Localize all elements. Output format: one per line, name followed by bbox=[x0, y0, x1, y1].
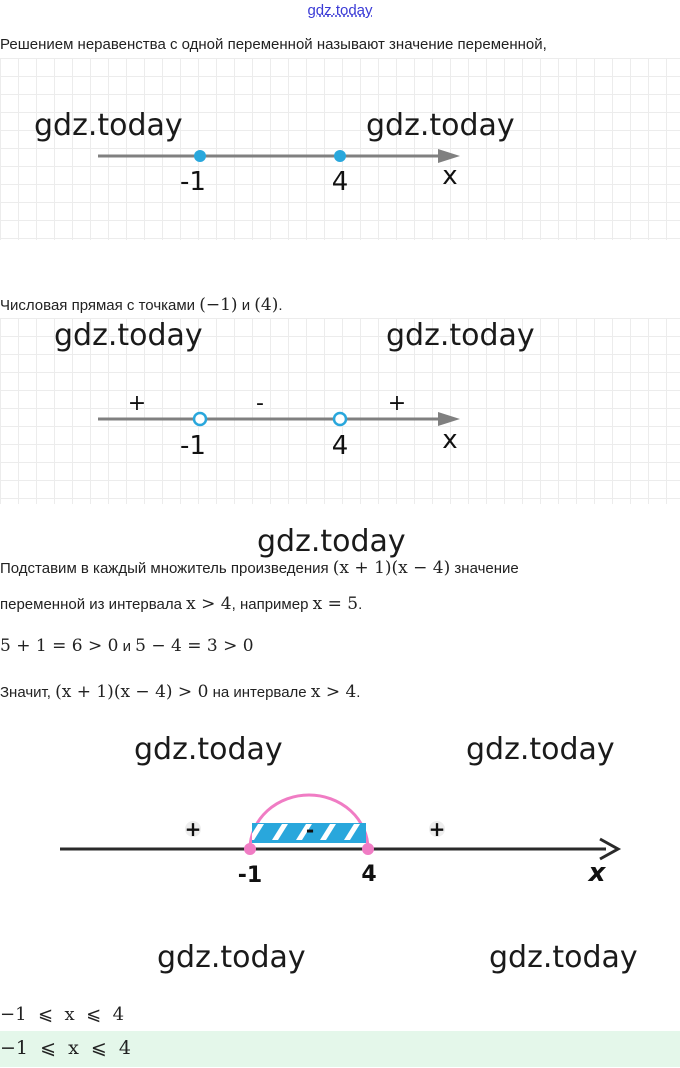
label-minus-1: -1 bbox=[180, 167, 206, 197]
open-point-minus-1 bbox=[194, 413, 206, 425]
open-point-4 bbox=[334, 413, 346, 425]
sign-minus: - bbox=[305, 818, 315, 842]
figure-number-line-signs bbox=[0, 318, 680, 504]
sign-plus-right: + bbox=[428, 817, 446, 841]
point-4 bbox=[334, 150, 346, 162]
closed-point-4 bbox=[362, 843, 374, 855]
label-4: 4 bbox=[331, 167, 349, 197]
answer-box bbox=[0, 1031, 680, 1067]
watermark: gdz.today bbox=[54, 318, 203, 353]
watermark: gdz.today bbox=[366, 108, 515, 143]
sign-plus-right: + bbox=[387, 391, 407, 416]
watermark: gdz.today bbox=[489, 940, 638, 975]
watermark: gdz.today bbox=[157, 940, 306, 975]
label-4: 4 bbox=[331, 431, 349, 461]
number-line-solution bbox=[0, 780, 680, 900]
sign-plus-left: + bbox=[184, 817, 202, 841]
substitution-line-2: переменной из интервала x > 4, например x = 5. bbox=[0, 594, 363, 614]
watermark: gdz.today bbox=[386, 318, 535, 353]
sign-minus: - bbox=[256, 391, 264, 416]
axis-arrow bbox=[438, 412, 460, 426]
calculation-line: 5 + 1 = 6 > 0 и 5 − 4 = 3 > 0 bbox=[0, 636, 254, 656]
watermark: gdz.today bbox=[134, 732, 283, 767]
label-minus-1: -1 bbox=[237, 863, 263, 888]
watermark: gdz.today bbox=[466, 732, 615, 767]
solution-inequality: −1 ⩽ x ⩽ 4 bbox=[0, 1004, 125, 1025]
point-minus-1 bbox=[194, 150, 206, 162]
label-4: 4 bbox=[361, 862, 377, 887]
substitution-line-1: Подставим в каждый множитель произведения (x + 1)(x − 4) значение bbox=[0, 558, 519, 578]
number-line-2 bbox=[0, 318, 680, 504]
number-line-1 bbox=[0, 58, 680, 240]
caption-number-line: Числовая прямая с точками (−1) и (4). bbox=[0, 295, 283, 315]
conclusion-line: Значит, (x + 1)(x − 4) > 0 на интервале x > 4. bbox=[0, 682, 361, 702]
closed-point-minus-1 bbox=[244, 843, 256, 855]
figure-number-line-points bbox=[0, 58, 680, 240]
watermark: gdz.today bbox=[34, 108, 183, 143]
sign-plus-left: + bbox=[127, 391, 147, 416]
label-minus-1: -1 bbox=[180, 431, 206, 461]
site-header-link[interactable]: gdz.today bbox=[307, 2, 373, 19]
watermark: gdz.today bbox=[257, 524, 406, 559]
intro-text: Решением неравенства с одной переменной называют значение переменной, bbox=[0, 36, 547, 53]
axis-label-x: x bbox=[588, 858, 606, 888]
axis-label-x: x bbox=[442, 161, 458, 191]
answer-inequality: −1 ⩽ x ⩽ 4 bbox=[0, 1037, 131, 1059]
axis-label-x: x bbox=[442, 425, 458, 455]
